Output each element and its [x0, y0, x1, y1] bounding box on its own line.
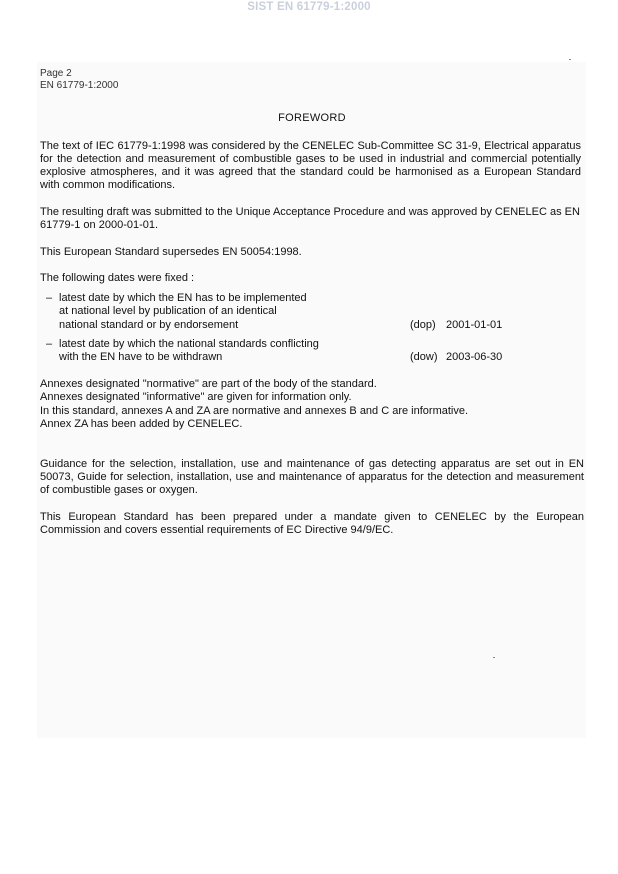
date-item-line: latest date by which the national standards conflicting [59, 338, 319, 350]
dash-bullet: – [46, 338, 53, 350]
paragraph-iec-consideration: The text of IEC 61779-1:1998 was considered by the CENELEC Sub-Committee SC 31-9, Electrical apparatus for the detection and measurement of combustible gases to be used in industrial and commercial potentially explosive atmospheres, and it was agreed that the standard could be harmonised as a European Standard with common modifications. [40, 140, 581, 191]
date-item-line: at national level by publication of an identical [59, 305, 277, 318]
annex-line: Annex ZA has been added by CENELEC. [40, 418, 243, 431]
annex-line: Annexes designated "informative" are given for information only. [40, 391, 352, 404]
page-header [40, 68, 118, 92]
date-item-dow [46, 338, 586, 366]
section-title: FOREWORD [278, 112, 346, 124]
date-item-line: with the EN have to be withdrawn [59, 351, 223, 364]
date-item-description [59, 338, 399, 365]
page-number: Page 2 [40, 68, 72, 79]
date-item-line: national standard or by endorsement [59, 318, 239, 331]
date-value: 2003-06-30 [446, 351, 503, 364]
date-code: (dow) [410, 351, 438, 364]
scan-speck [569, 59, 571, 60]
paragraph-mandate: This European Standard has been prepared under a mandate given to CENELEC by the European Commission and covers essential requirements of EC Directive 94/9/EC. [40, 511, 584, 536]
paragraph-supersedes: This European Standard supersedes EN 50054:1998. [40, 246, 302, 258]
annexes-block [40, 378, 581, 432]
annex-line: Annexes designated "normative" are part of the body of the standard. [40, 378, 377, 390]
paragraph-guidance: Guidance for the selection, installation, use and maintenance of gas detecting apparatus are set out in EN 50073, Guide for selection, installation, use and maintenance of apparatus for the detection and measurement of combustible gases or oxygen. [40, 458, 584, 496]
scan-speck [493, 657, 495, 658]
annex-line: In this standard, annexes A and ZA are normative and annexes B and C are informative. [40, 404, 469, 417]
date-code: (dop) [410, 318, 436, 331]
date-item-description [59, 292, 399, 332]
watermark: SIST EN 61779-1:2000 [247, 1, 371, 13]
paragraph-dates-intro: The following dates were fixed : [40, 272, 195, 284]
document-reference: EN 61779-1:2000 [40, 80, 119, 91]
date-item-dop [46, 292, 586, 332]
date-item-line: latest date by which the EN has to be implemented [59, 292, 307, 304]
dash-bullet: – [46, 292, 53, 304]
date-value: 2001-01-01 [446, 318, 503, 331]
paragraph-approval: The resulting draft was submitted to the Unique Acceptance Procedure and was approved by CENELEC as EN 61779-1 on 2000-01-01. [40, 206, 580, 231]
